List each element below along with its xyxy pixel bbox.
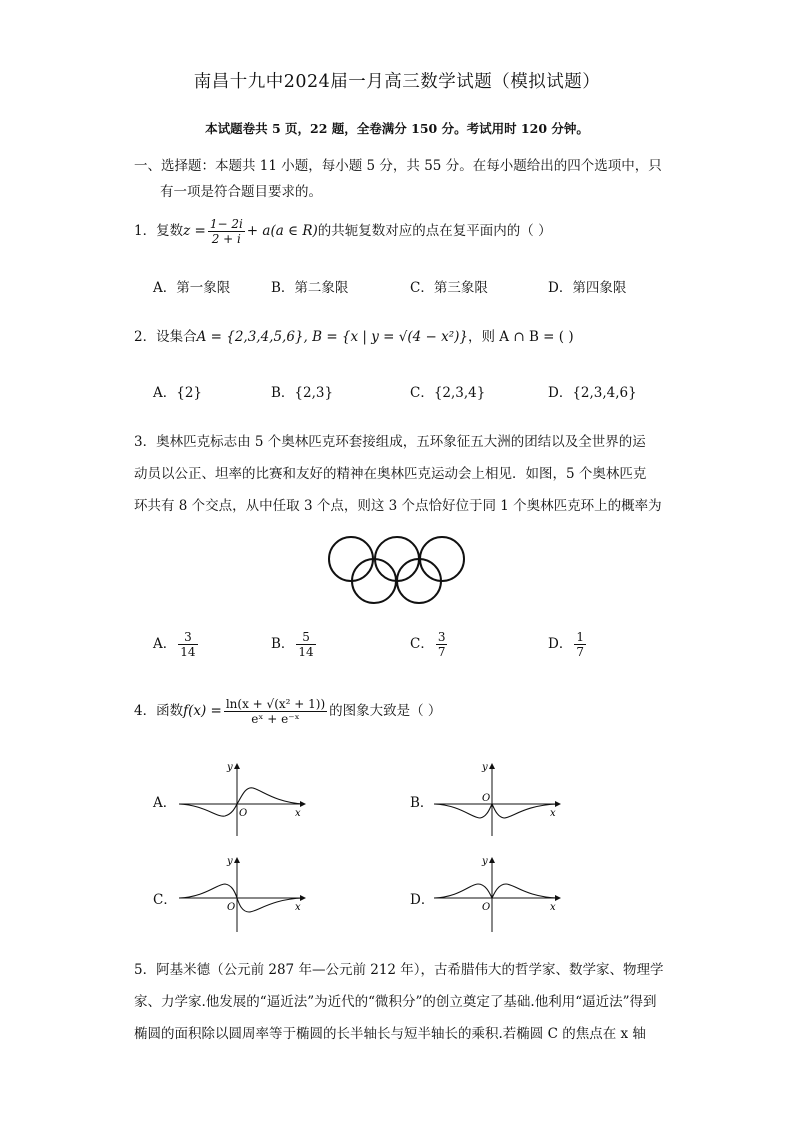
q3-option-c[interactable]: [410, 630, 449, 659]
q4-graph-b[interactable]: [430, 758, 565, 838]
q2-option-d[interactable]: D．{2,3,4,6}: [548, 385, 637, 401]
q2-sets: A = {2,3,4,5,6}, B = {x | y = √(4 − x²)}: [196, 329, 469, 345]
q5-line2: 家、力学家.他发展的“逼近法”为近代的“微积分”的创立奠定了基础.他利用“逼近法”得到: [134, 994, 657, 1010]
q4-graph-d[interactable]: [430, 854, 565, 934]
q3-option-c-label: C．: [410, 636, 434, 652]
q3-b-num: 5: [296, 630, 315, 645]
q5-line3: 椭圆的面积除以圆周率等于椭圆的长半轴长与短半轴长的乘积.若椭圆 C 的焦点在 x 轴: [134, 1026, 646, 1042]
q4-d-x-label: x: [550, 902, 556, 913]
q4-suffix: 的图象大致是（ ）: [329, 703, 442, 719]
q4-graph-c[interactable]: [175, 854, 310, 934]
olympic-rings-figure: [325, 533, 470, 608]
q3-option-d-fraction: [574, 630, 586, 659]
q2-stem: [134, 325, 574, 345]
q4-fx: f(x) =: [183, 703, 222, 719]
q4-a-origin: O: [239, 808, 248, 819]
q4-stem: [134, 697, 441, 726]
q1-option-d[interactable]: D．第四象限: [548, 280, 627, 296]
q3-line3: 环共有 8 个交点，从中任取 3 个点，则这 3 个点恰好位于同 1 个奥林匹克环上的概率为: [134, 498, 662, 514]
q4-d-origin: O: [482, 902, 491, 913]
q3-option-b[interactable]: [271, 630, 318, 659]
q1-option-b[interactable]: B．第二象限: [271, 280, 349, 296]
q3-d-den: 7: [576, 645, 584, 659]
q3-option-d[interactable]: [548, 630, 588, 659]
q3-option-c-fraction: [436, 630, 448, 659]
q4-a-x-label: x: [295, 808, 301, 819]
q4-prefix: 4．函数: [134, 703, 184, 719]
q3-c-num: 3: [437, 630, 446, 644]
q2-option-c[interactable]: C．{2,3,4}: [410, 385, 486, 401]
q4-b-origin: O: [482, 793, 491, 804]
q4-c-origin: O: [227, 902, 236, 913]
q4-graph-a[interactable]: [175, 758, 310, 838]
q3-option-b-label: B．: [271, 636, 295, 652]
q4-c-x-label: x: [295, 902, 301, 913]
page-title: 南昌十九中2024届一月高三数学试题（模拟试题）: [193, 72, 601, 92]
q4-c-y-label: y: [227, 856, 233, 867]
q3-d-num: 1: [576, 630, 584, 644]
q4-d-y-label: y: [482, 856, 488, 867]
q2-option-a[interactable]: A．{2}: [153, 385, 203, 401]
q3-option-a-label: A．: [153, 636, 177, 652]
q3-line1: 3．奥林匹克标志由 5 个奥林匹克环套接组成，五环象征五大洲的团结以及全世界的运: [134, 434, 646, 450]
q4-option-c-label[interactable]: C．: [153, 892, 177, 908]
q3-a-num: 3: [178, 630, 197, 645]
q1-prefix: 1．复数: [134, 223, 184, 239]
q3-option-b-fraction: [296, 630, 315, 659]
q1-option-a[interactable]: A．第一象限: [153, 280, 231, 296]
q4-denominator: eˣ + e⁻ˣ: [251, 712, 300, 726]
q4-a-y-label: y: [227, 762, 233, 773]
q3-option-d-label: D．: [548, 636, 573, 652]
q4-numerator: ln(x + √(x² + 1)): [225, 697, 326, 711]
q4-fraction: [224, 697, 327, 726]
q3-option-a[interactable]: [153, 630, 200, 659]
exam-info: 本试题卷共 5 页，22 题，全卷满分 150 分。考试用时 120 分钟。: [205, 121, 589, 136]
q1-denominator: 2 + i: [211, 232, 241, 246]
section1-line2: 有一项是符合题目要求的。: [160, 184, 322, 200]
q4-option-b-label[interactable]: B．: [410, 795, 434, 811]
section1-line1: 一、选择题：本题共 11 小题，每小题 5 分，共 55 分。在每小题给出的四个选项中，只: [134, 158, 662, 174]
q4-option-d-label[interactable]: D．: [410, 892, 435, 908]
q3-b-den: 14: [298, 645, 314, 659]
q1-stem: [134, 217, 552, 246]
q4-b-x-label: x: [550, 808, 556, 819]
q1-z: z =: [183, 223, 206, 239]
q3-option-a-fraction: [178, 630, 197, 659]
q2-option-b[interactable]: B．{2,3}: [271, 385, 334, 401]
q4-b-y-label: y: [482, 762, 488, 773]
q3-c-den: 7: [437, 645, 446, 659]
q1-fraction: [208, 217, 245, 246]
q1-numerator: 1− 2i: [209, 217, 243, 231]
q1-option-c[interactable]: C．第三象限: [410, 280, 488, 296]
q3-line2: 动员以公正、坦率的比赛和友好的精神在奥林匹克运动会上相见．如图，5 个奥林匹克: [134, 466, 647, 482]
q4-option-a-label[interactable]: A．: [153, 795, 177, 811]
q1-suffix: 的共轭复数对应的点在复平面内的（ ）: [317, 223, 552, 239]
q2-suffix: ，则 A ∩ B = ( ): [468, 329, 574, 345]
q5-line1: 5．阿基米德（公元前 287 年—公元前 212 年），古希腊伟大的哲学家、数学家、物理学: [134, 962, 664, 978]
q3-a-den: 14: [180, 645, 196, 659]
q2-prefix: 2．设集合: [134, 329, 197, 345]
q1-mid: + a(a ∈ R): [246, 223, 318, 239]
